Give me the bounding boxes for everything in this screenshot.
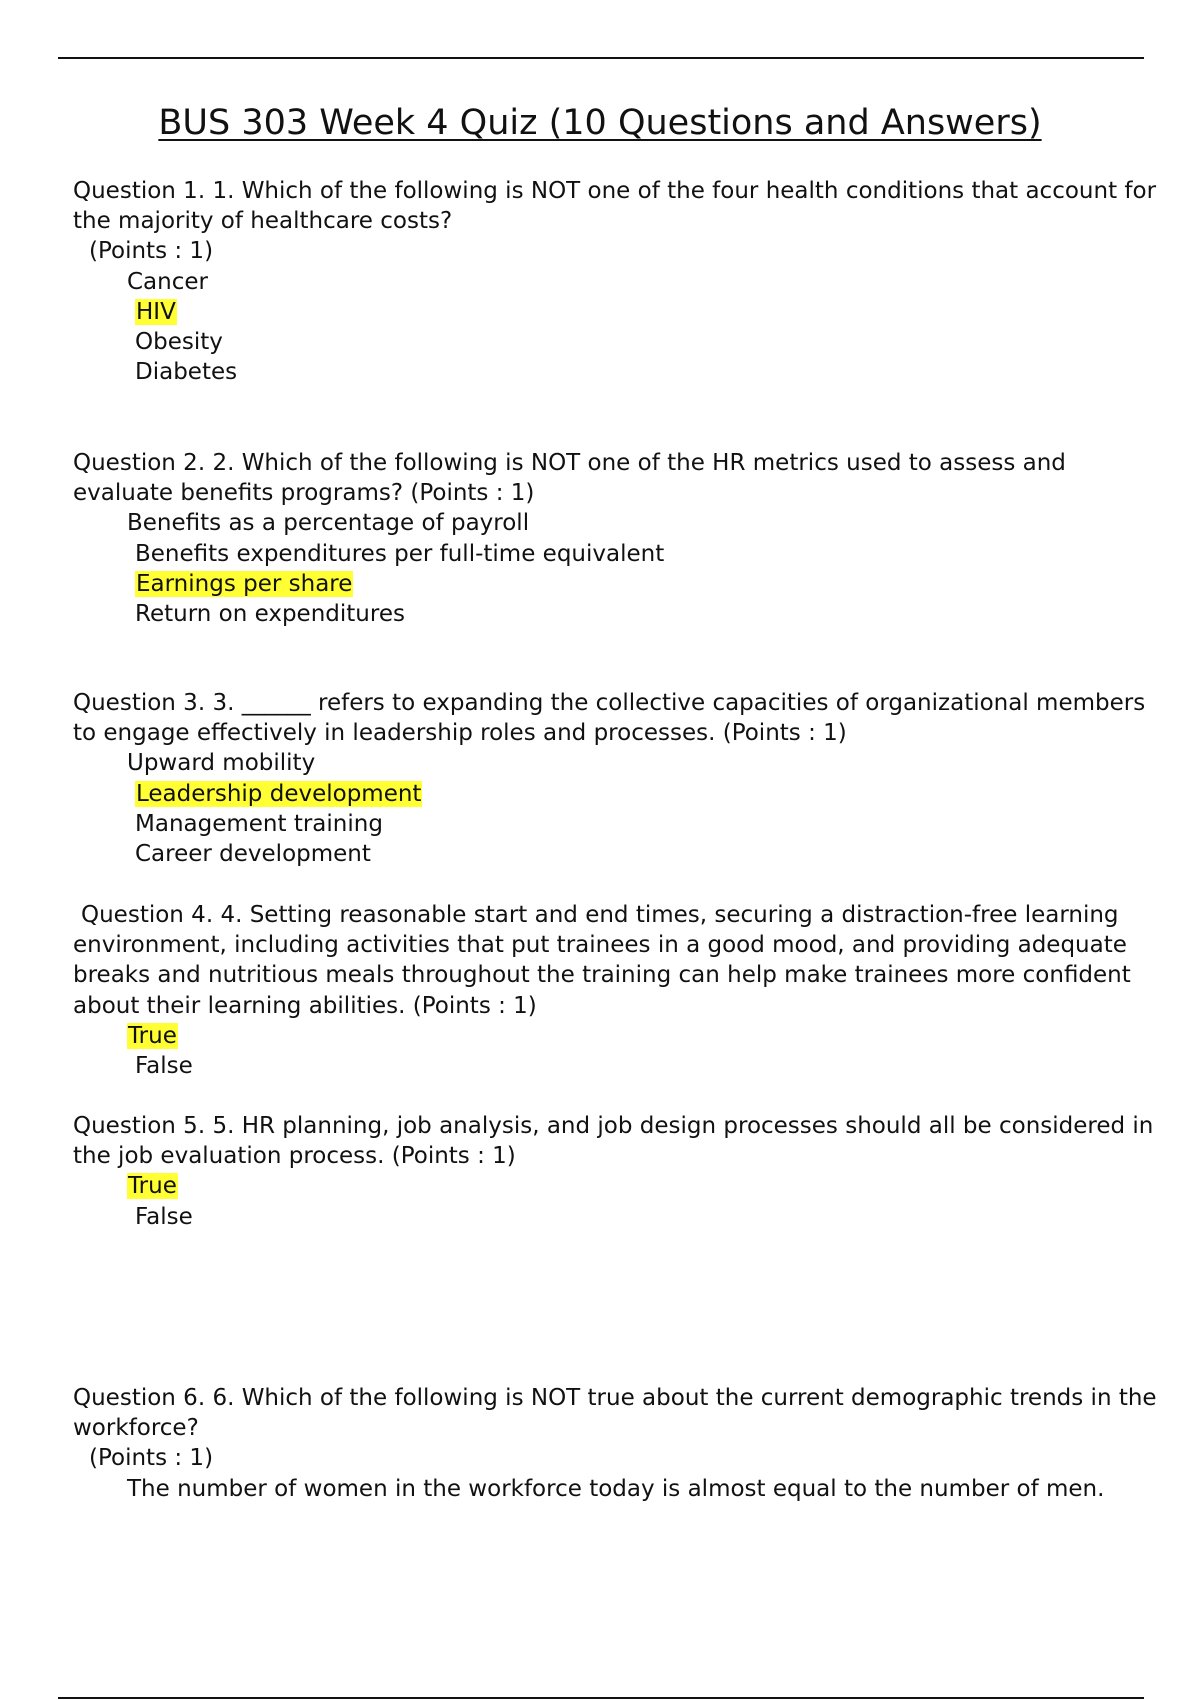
- answer-highlight: Leadership development: [136, 780, 422, 807]
- question-3-option-1: Upward mobility: [127, 750, 316, 777]
- question-2-options: [73, 508, 1163, 629]
- question-6-text: Question 6. 6. Which of the following is NOT true about the current demographic trends in the workforce?: [73, 1385, 1157, 1442]
- question-1-text: Question 1. 1. Which of the following is NOT one of the four health conditions that account for the majority of healthcare costs?: [73, 178, 1157, 235]
- question-2-option-1: Benefits as a percentage of payroll: [127, 510, 530, 537]
- question-3-text: Question 3. 3. ______ refers to expanding the collective capacities of organizational members to engage effectively in leadership roles and processes. (Points : 1): [73, 690, 1146, 747]
- question-6-points: (Points : 1): [89, 1445, 214, 1472]
- question-3-option-2: [73, 779, 1163, 809]
- question-3-options: [73, 748, 1163, 869]
- question-4: [73, 900, 1163, 1081]
- question-1: [73, 176, 1163, 387]
- question-2-option-4: Return on expenditures: [135, 601, 405, 628]
- question-5-option-1: [73, 1171, 1163, 1201]
- bottom-rule: [58, 1697, 1144, 1699]
- question-4-option-1: [73, 1021, 1163, 1051]
- question-6-options: [73, 1474, 1163, 1504]
- question-3-option-3: Management training: [135, 810, 383, 837]
- question-3: [73, 688, 1163, 869]
- question-1-option-4: Diabetes: [135, 359, 238, 386]
- question-6-option-1: The number of women in the workforce today is almost equal to the number of men.: [127, 1475, 1105, 1502]
- question-5: [73, 1111, 1163, 1232]
- question-1-option-3: Obesity: [135, 329, 223, 356]
- question-1-options: [73, 267, 1163, 388]
- document-title: BUS 303 Week 4 Quiz (10 Questions and Answers): [158, 103, 1042, 143]
- question-6: [73, 1383, 1163, 1504]
- answer-highlight: True: [128, 1022, 177, 1049]
- question-5-option-2: False: [135, 1203, 193, 1230]
- question-2-text: Question 2. 2. Which of the following is NOT one of the HR metrics used to assess and evaluate benefits programs? (Points : 1): [73, 450, 1066, 507]
- question-1-points: (Points : 1): [89, 238, 214, 265]
- question-1-option-1: Cancer: [127, 268, 208, 295]
- question-2: [73, 448, 1163, 629]
- question-4-options: [73, 1021, 1163, 1081]
- question-4-option-2: False: [135, 1053, 193, 1080]
- question-5-options: [73, 1171, 1163, 1231]
- answer-highlight: HIV: [136, 298, 176, 325]
- answer-highlight: True: [128, 1173, 177, 1200]
- question-5-text: Question 5. 5. HR planning, job analysis, and job design processes should all be considered in the job evaluation process. (Points : 1): [73, 1113, 1154, 1170]
- question-4-text: Question 4. 4. Setting reasonable start and end times, securing a distraction-free learning environment, including activities that put trainees in a good mood, and providing adequate breaks and nutritious meals throughout the training can help make trainees more confident about their learning abilities. (Points : 1): [73, 902, 1131, 1019]
- question-2-option-2: Benefits expenditures per full-time equivalent: [135, 540, 665, 567]
- top-rule: [58, 57, 1144, 59]
- question-1-option-2: [73, 297, 1163, 327]
- question-2-option-3: [73, 569, 1163, 599]
- question-3-option-4: Career development: [135, 841, 371, 868]
- answer-highlight: Earnings per share: [136, 570, 353, 597]
